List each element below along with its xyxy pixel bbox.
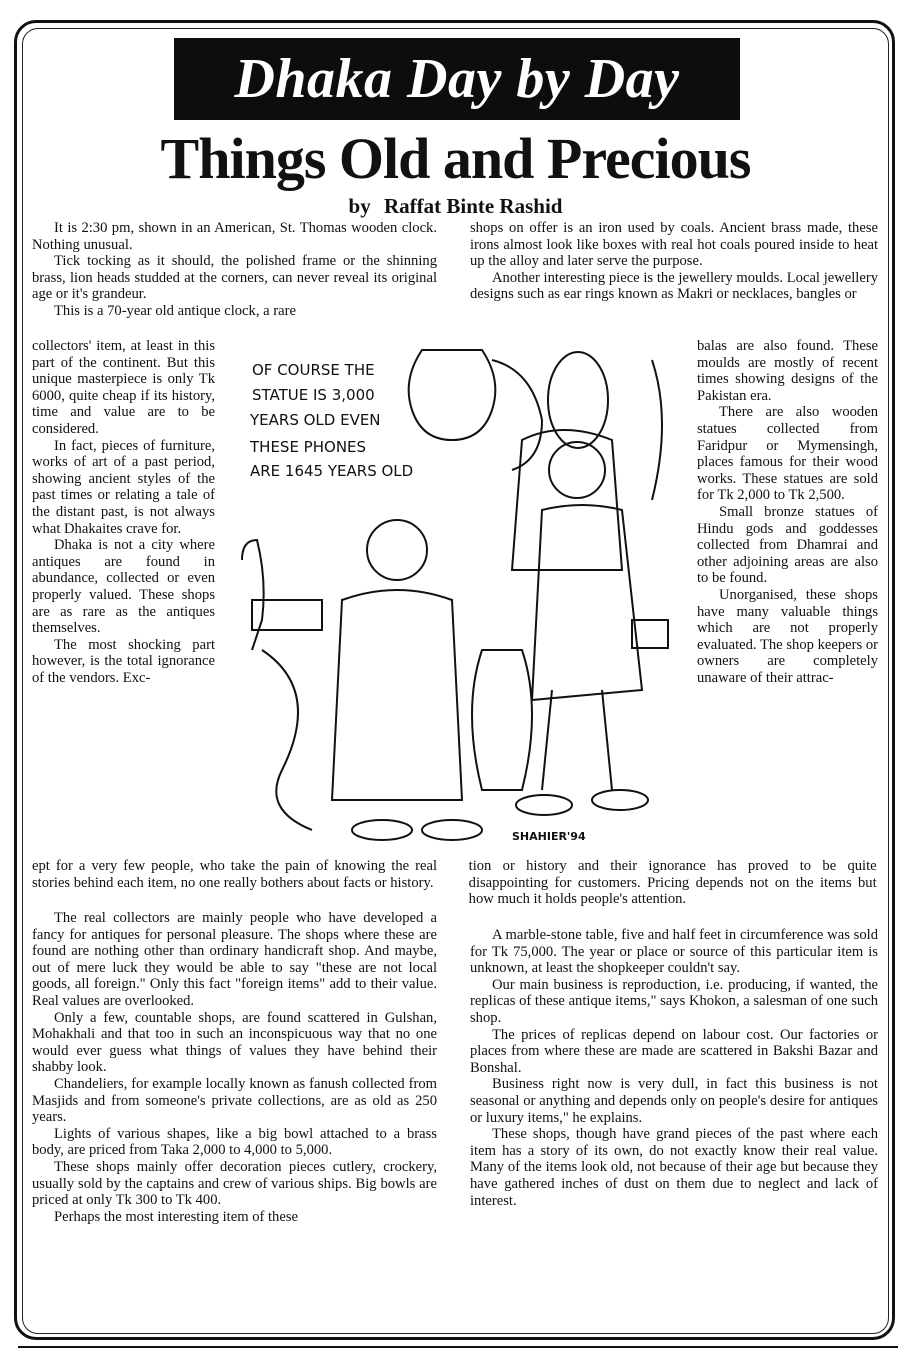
page-footer-rule xyxy=(18,1346,898,1366)
byline xyxy=(0,192,911,220)
paragraph: Lights of various shapes, like a big bowl attached to a brass body, are priced from Taka 2,000 to 4,000 to 5,000. xyxy=(32,1125,437,1159)
paragraph: It is 2:30 pm, shown in an American, St. Thomas wooden clock. Nothing unusual. xyxy=(32,220,437,253)
shoe-icon xyxy=(516,795,572,815)
paragraph: Business right now is very dull, in fact this business is not seasonal or anything and depends only on people's desire for antiques or luxury items," he explains. xyxy=(470,1076,878,1126)
paragraph: Small bronze statues of Hindu gods and goddesses collected from Dhamrai and other adjoining areas are also to be found. xyxy=(697,503,878,587)
paragraph: collectors' item, at least in this part of the continent. But this unique masterpiece is only Tk 6000, quite cheap if its history, time and value are to be considered. xyxy=(32,338,215,437)
sword-icon xyxy=(652,360,662,500)
paragraph: Another interesting piece is the jewellery moulds. Local jewellery designs such as ear rings known as Makri or necklaces, bangles or xyxy=(470,269,878,303)
phone-cord-icon xyxy=(262,650,312,830)
right-column-top xyxy=(470,220,878,303)
paragraph: The most shocking part however, is the total ignorance of the vendors. Exc- xyxy=(32,636,215,686)
paragraph: Perhaps the most interesting item of these xyxy=(54,1208,298,1225)
span-left: ept for a very few people, who take the pain of knowing the real stories behind each item, no one really bothers about facts or history. xyxy=(32,858,437,891)
article-headline: Things Old and Precious xyxy=(160,126,751,191)
byline-author: Raffat Binte Rashid xyxy=(383,194,563,218)
left-column-narrow xyxy=(32,338,215,686)
paragraph: Dhaka is not a city where antiques are found in abundance, collected or even properly valued. These shops are as rare as the antiques themselves. xyxy=(32,537,215,637)
left-column-bottom xyxy=(32,910,437,1225)
vase-icon xyxy=(492,360,542,470)
tourist-legs-icon xyxy=(542,690,612,790)
shopkeeper-head-icon xyxy=(367,520,427,580)
cartoon-caption-line: OF COURSE THE xyxy=(252,361,375,379)
shopkeeper-body-icon xyxy=(332,590,462,800)
paragraph: There are also wooden statues collected from Faridpur or Mymensingh, places famous for their wood works. These statues are sold for Tk 2,000 to Tk 2,500. xyxy=(697,404,878,504)
urn-icon xyxy=(472,650,532,790)
right-column-bottom xyxy=(470,927,878,1209)
statue-head-icon xyxy=(548,352,608,448)
shoe-icon xyxy=(422,820,482,840)
cartoon-caption-line: THESE PHONES xyxy=(250,438,367,456)
cartoon-signature: SHAHIER'94 xyxy=(512,830,586,843)
cartoon-illustration xyxy=(222,330,692,850)
caption-block xyxy=(249,361,413,480)
cartoon-caption-line: ARE 1645 YEARS OLD xyxy=(250,462,414,480)
tourist-head-icon xyxy=(549,442,605,498)
paragraph: Unorganised, these shops have many valuable things which are not properly evaluated. The shop keepers or owners are completely unaware of their attrac- xyxy=(697,586,878,686)
byline-prefix: by xyxy=(348,194,371,218)
right-column-narrow xyxy=(697,338,878,686)
lamp-bulb-icon xyxy=(409,350,496,440)
paragraph: Only a few, countable shops, are found scattered in Gulshan, Mohakhali and that too in such an inconspicuous way that no one would ever guess what things of values they have behind their shabby look. xyxy=(32,1009,437,1076)
shoe-icon xyxy=(352,820,412,840)
span-row xyxy=(32,858,878,908)
statue-body-icon xyxy=(512,430,622,570)
paragraph: Chandeliers, for example locally known as fanush collected from Masjids and from someone's private collections, are as old as 250 years. xyxy=(32,1075,437,1126)
paragraph: A marble-stone table, five and half feet in circumference was sold for Tk 75,000. The year or place or source of this particular item is unknown, at least the shopkeeper couldn't say. xyxy=(470,927,878,977)
cartoon-caption-line: STATUE IS 3,000 xyxy=(252,386,375,404)
column-banner: Dhaka Day by Day xyxy=(174,38,740,120)
span-right: tion or history and their ignorance has proved to be quite disappointing for customers. Pricing depends not on the items but how much it holds people's attention. xyxy=(468,858,877,908)
telephone-icon xyxy=(242,540,264,650)
paragraph: shops on offer is an iron used by coals. Ancient brass made, these irons almost look like boxes with real hot coals poured inside to heat up the alloy and later serve the purpose. xyxy=(470,220,878,270)
paragraph: The real collectors are mainly people who have developed a fancy for antiques for personal pleasure. The shops where these are found are nothing other than ordinary handicraft shop. And maybe, out of mere luck they would be able to say "these are not local goods, all foreign." Only this fact "foreign items" add to their value. Real values are overlooked. xyxy=(32,910,437,1009)
tourist-shirt-icon xyxy=(532,505,642,700)
left-column-top xyxy=(32,220,437,320)
paragraph: These shops, though have grand pieces of the past where each item has a story of its own, do not exactly know their real value. Many of the items look old, not because of their age but because they have gathered inches of dust on them due to neglect and lack of interest. xyxy=(470,1126,878,1209)
paragraph: balas are also found. These moulds are mostly of recent times showing designs of the Pakistan era. xyxy=(697,338,878,404)
paragraph: Tick tocking as it should, the polished frame or the shinning brass, lion heads studded at the corners, can never reveal its original age or it's grandeur. xyxy=(32,253,437,303)
paragraph: Our main business is reproduction, i.e. producing, if wanted, the replicas of these antique items," says Khokon, a salesman of one such shop. xyxy=(470,976,878,1026)
paragraph: The prices of replicas depend on labour cost. Our factories or places from where these are made are scattered in Bakshi Bazar and Bonshal. xyxy=(470,1026,878,1076)
cartoon-caption-line: YEARS OLD EVEN xyxy=(250,411,381,429)
paragraph: These shops mainly offer decoration pieces cutlery, crockery, usually sold by the captains and crew of various ships. Big bowls are priced at only Tk 300 to Tk 400. xyxy=(32,1158,437,1209)
paragraph: In fact, pieces of furniture, works of art of a past period, showing ancient styles of the past times or relating a tale of the distant past, is not always what Dhakaites crave for. xyxy=(32,437,215,537)
paragraph: This is a 70-year old antique clock, a rare xyxy=(54,302,296,319)
shoe-icon xyxy=(592,790,648,810)
